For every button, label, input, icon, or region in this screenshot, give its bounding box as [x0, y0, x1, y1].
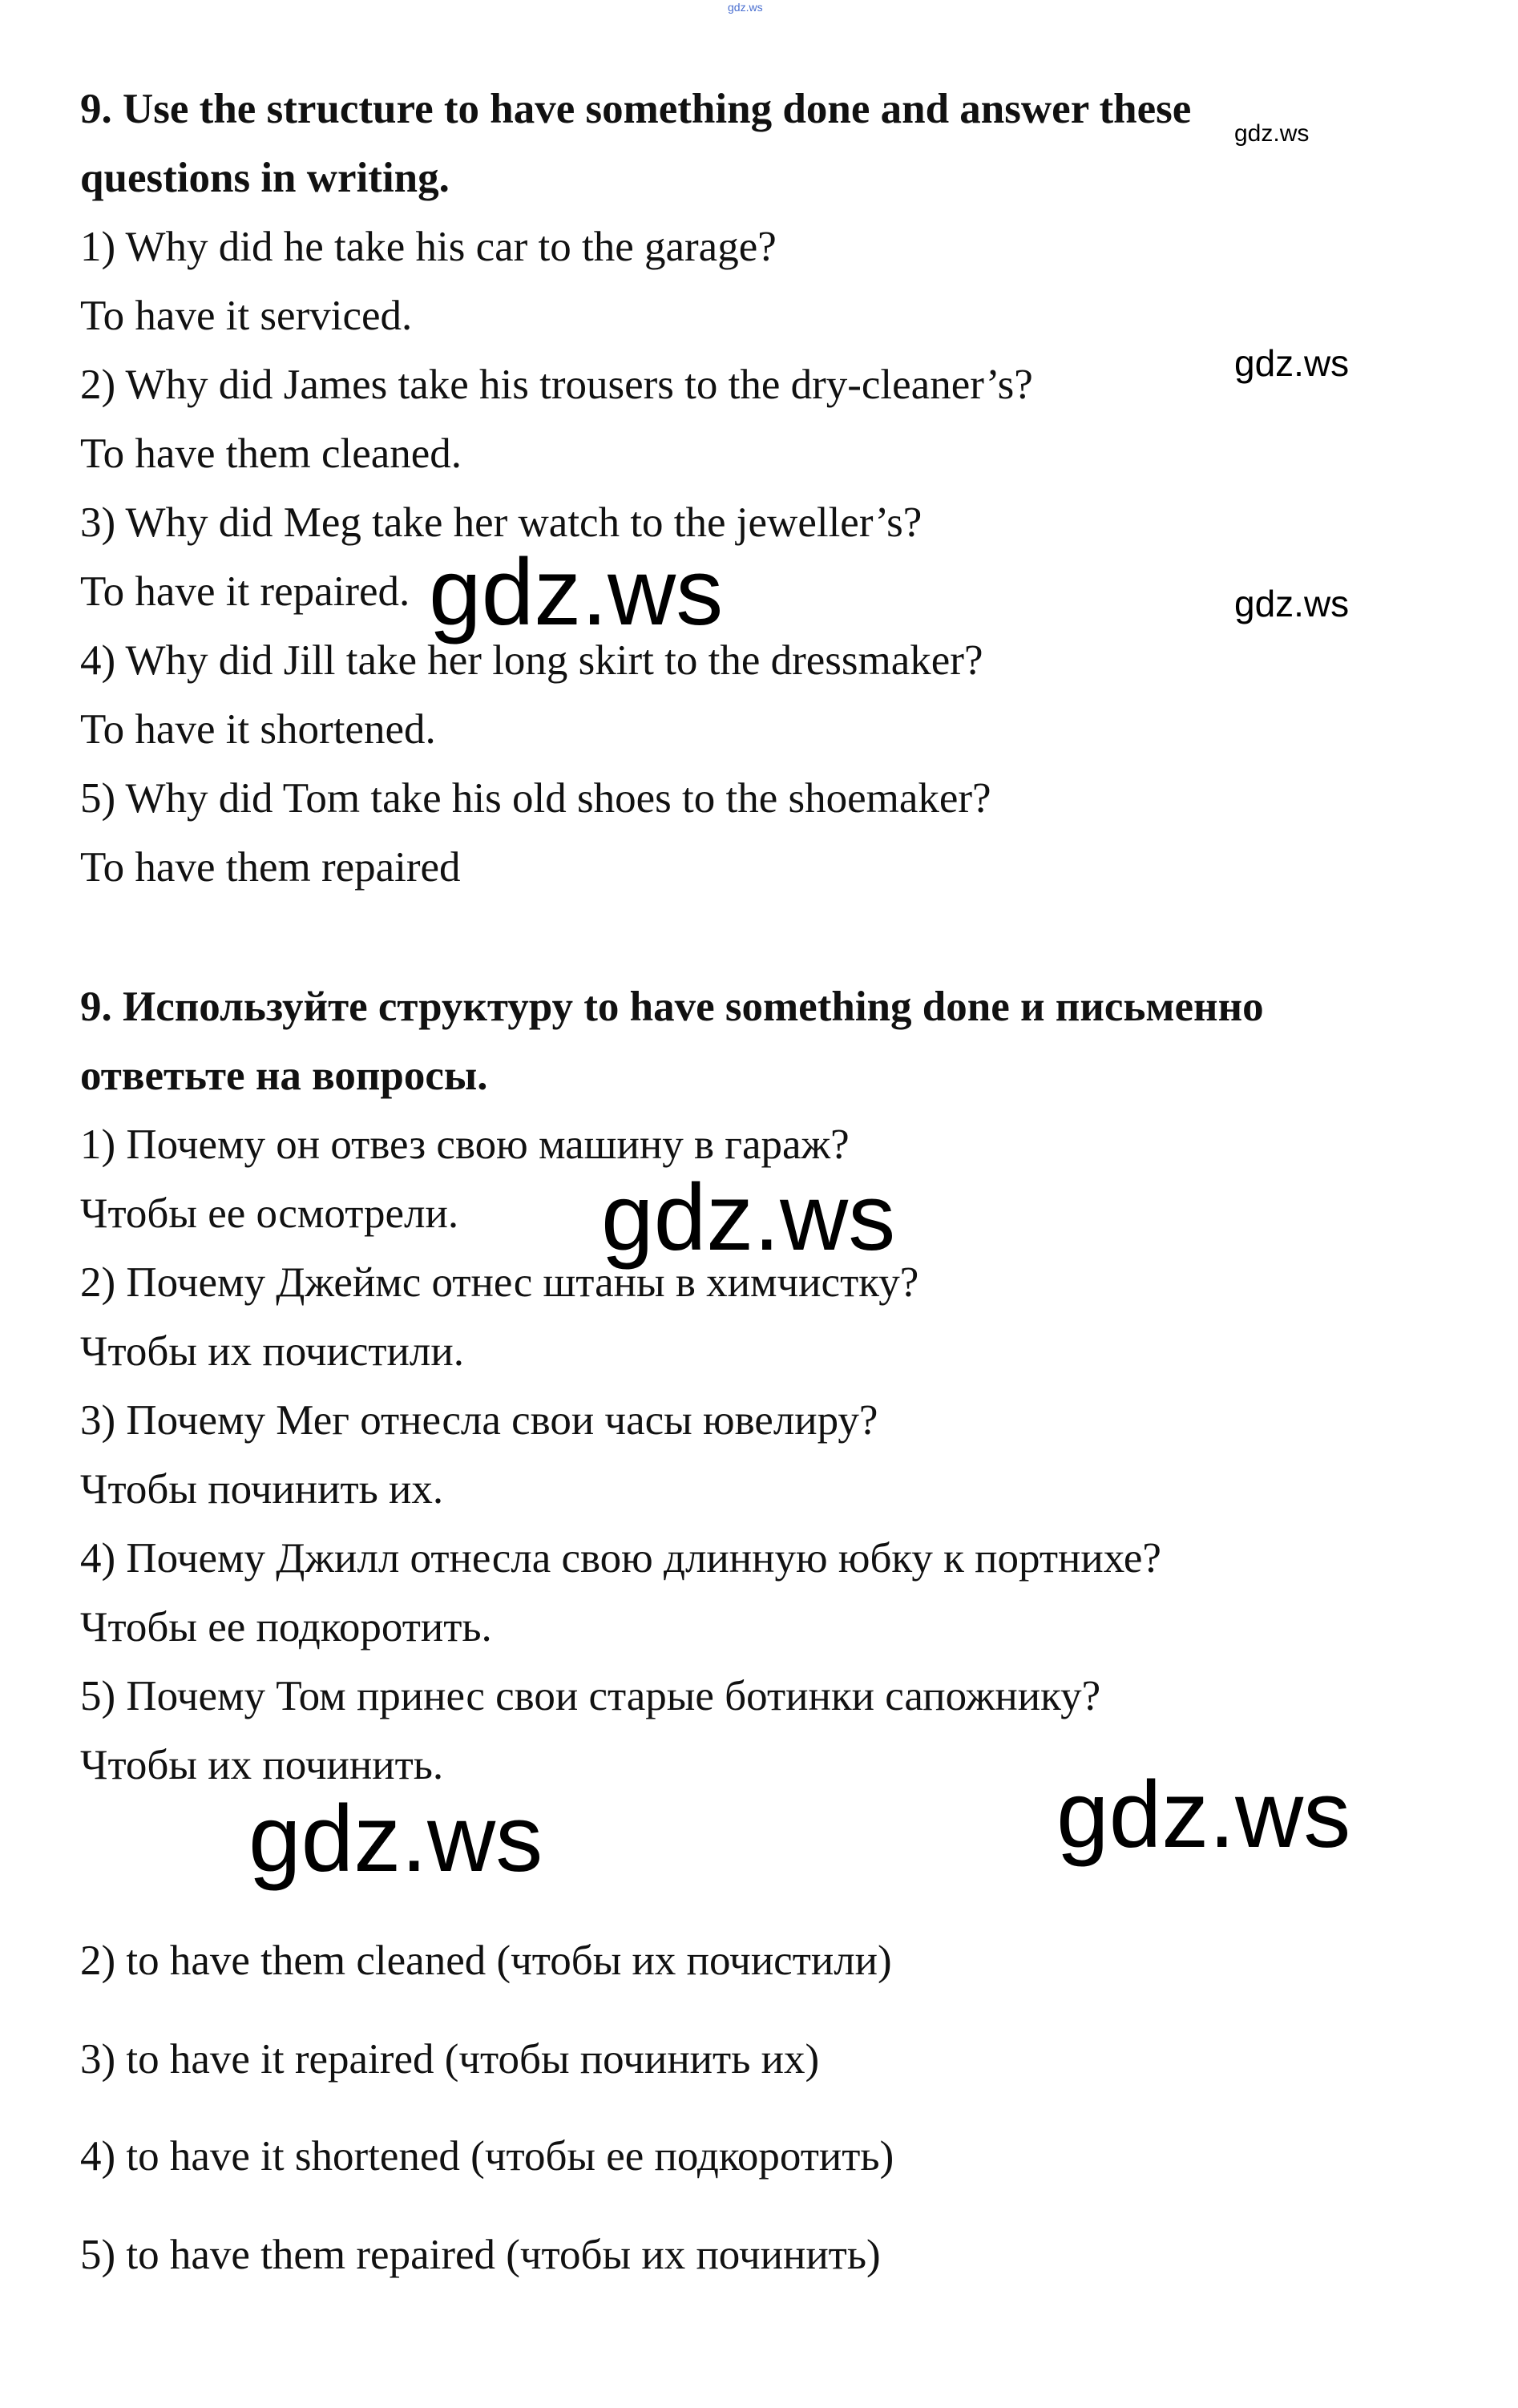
watermark-medium-right-2: gdz.ws	[1234, 583, 1350, 624]
russian-question-4: 4) Почему Джилл отнесла свою длинную юбку к портнихе?	[80, 1535, 1161, 1582]
english-question-1: 1) Why did he take his car to the garage?	[80, 224, 777, 270]
answer-line-3: 3) to have it repaired (чтобы починить их)	[80, 2036, 820, 2083]
english-answer-5: To have them repaired	[80, 844, 461, 891]
russian-question-1: 1) Почему он отвез свою машину в гараж?	[80, 1121, 850, 1168]
watermark-large-2: gdz.ws	[601, 1165, 896, 1271]
answer-line-5: 5) to have them repaired (чтобы их починить)	[80, 2232, 881, 2278]
russian-answer-4: Чтобы ее подкоротить.	[80, 1604, 492, 1650]
english-question-5: 5) Why did Tom take his old shoes to the shoemaker?	[80, 775, 991, 822]
russian-question-2: 2) Почему Джеймс отнес штаны в химчистку?	[80, 1259, 919, 1306]
english-answer-2: To have them cleaned.	[80, 430, 462, 477]
answer-line-2: 2) to have them cleaned (чтобы их почистили)	[80, 1937, 892, 1984]
russian-heading-line-2: ответьте на вопросы.	[80, 1052, 488, 1099]
russian-answer-1: Чтобы ее осмотрели.	[80, 1190, 459, 1237]
watermark-small-top-right: gdz.ws	[1234, 120, 1310, 147]
russian-question-5: 5) Почему Том принес свои старые ботинки сапожнику?	[80, 1673, 1101, 1719]
russian-answer-2: Чтобы их почистили.	[80, 1328, 464, 1375]
watermark-tiny-top: gdz.ws	[728, 1, 763, 14]
russian-answer-3: Чтобы починить их.	[80, 1466, 444, 1513]
russian-answer-5: Чтобы их починить.	[80, 1742, 444, 1788]
english-answer-4: To have it shortened.	[80, 706, 436, 753]
watermark-large-4: gdz.ws	[1056, 1762, 1351, 1868]
watermark-large-3: gdz.ws	[248, 1786, 543, 1892]
watermark-medium-right-1: gdz.ws	[1234, 342, 1350, 384]
english-heading-line-1: 9. Use the structure to have something done and answer these	[80, 86, 1192, 132]
russian-question-3: 3) Почему Мег отнесла свои часы ювелиру?	[80, 1397, 878, 1444]
english-question-3: 3) Why did Meg take her watch to the jeweller’s?	[80, 499, 923, 546]
english-question-2: 2) Why did James take his trousers to the dry-cleaner’s?	[80, 362, 1033, 408]
english-question-4: 4) Why did Jill take her long skirt to the dressmaker?	[80, 637, 983, 684]
watermark-large-1: gdz.ws	[429, 539, 724, 645]
english-heading-line-2: questions in writing.	[80, 155, 450, 201]
answer-line-4: 4) to have it shortened (чтобы ее подкоротить)	[80, 2133, 894, 2180]
english-answer-1: To have it serviced.	[80, 293, 413, 339]
russian-heading-line-1: 9. Используйте структуру to have something done и письменно	[80, 984, 1264, 1030]
english-answer-3: To have it repaired.	[80, 568, 410, 615]
